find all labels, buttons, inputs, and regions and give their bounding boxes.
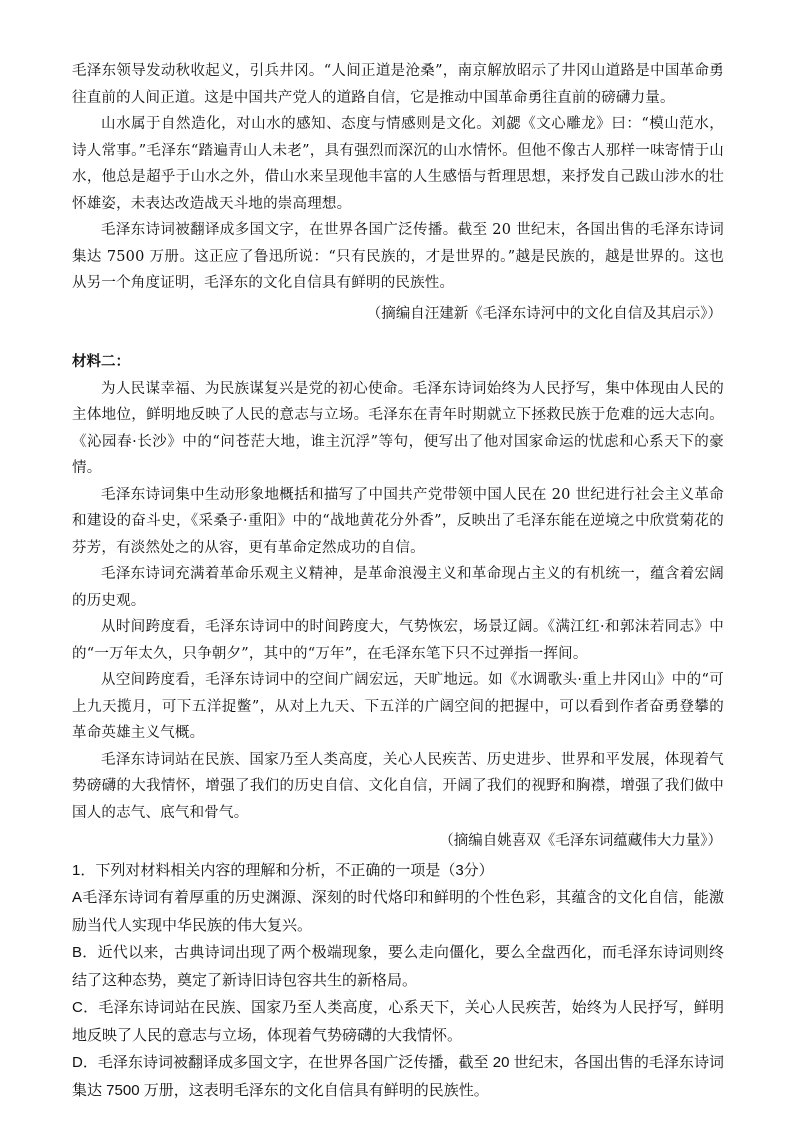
material-one bbox=[72, 58, 724, 327]
question-block bbox=[72, 857, 724, 1105]
paragraph: 毛泽东领导发动秋收起义，引兵井冈。“人间正道是沧桑”，南京解放昭示了井冈山道路是中国革命勇往直前的人间正道。这是中国共产党人的道路自信，它是推动中国革命勇往直前的磅礴力量。 bbox=[72, 63, 724, 106]
paragraph: 为人民谋幸福、为民族谋复兴是党的初心使命。毛泽东诗词始终为人民抒写，集中体现由人民的主体地位，鲜明地反映了人民的意志与立场。毛泽东在青年时期就立下拯救民族于危难的远大志向。《沁园春·长沙》中的“问苍茫大地，谁主沉浮”等句，便写出了他对国家命运的忧虑和心系天下的豪情。 bbox=[72, 380, 724, 476]
question-stem: 1．下列对材料相关内容的理解和分析，不正确的一项是（3分） bbox=[72, 861, 494, 879]
material-two bbox=[72, 349, 724, 855]
option-c: C．毛泽东诗词站在民族、国家乃至人类高度，心系天下，关心人民疾苦，始终为人民抒写，鲜明地反映了人民的意志与立场，体现着气势磅礴的大我情怀。 bbox=[72, 999, 724, 1044]
paragraph: 毛泽东诗词站在民族、国家乃至人类高度，关心人民疾苦、历史进步、世界和平发展，体现着气势磅礴的大我情怀，增强了我们的历史自信、文化自信，开阔了我们的视野和胸襟，增强了我们做中国人的志气、底气和骨气。 bbox=[72, 751, 724, 821]
option-b: B．近代以来，古典诗词出现了两个极端现象，要么走向僵化，要么全盘西化，而毛泽东诗词则终结了这种态势，奠定了新诗旧诗包容共生的新格局。 bbox=[72, 944, 724, 989]
paragraph: 从空间跨度看，毛泽东诗词中的空间广阔宏远，天旷地远。如《水调歌头·重上井冈山》中的“可上九天揽月，可下五洋捉鳖”，从对上九天、下五洋的广阔空间的把握中，可以看到作者奋勇登攀的革命英雄主义气概。 bbox=[72, 672, 724, 741]
paragraph: 毛泽东诗词集中生动形象地概括和描写了中国共产党带领中国人民在 20 世纪进行社会主义革命和建设的奋斗史，《采桑子·重阳》中的“战地黄花分外香”，反映出了毛泽东能在逆境之中欣赏菊花的芬芳，有淡然处之的从容，更有革命定然成功的自信。 bbox=[72, 486, 724, 556]
paragraph: 从时间跨度看，毛泽东诗词中的时间跨度大，气势恢宏，场景辽阔。《满江红·和郭沫若同志》中的“一万年太久，只争朝夕”，其中的“万年”，在毛泽东笔下只不过弹指一挥间。 bbox=[72, 619, 724, 662]
section-heading: 材料二： bbox=[72, 353, 130, 370]
paragraph: 毛泽东诗词充满着革命乐观主义精神，是革命浪漫主义和革命现占主义的有机统一，蕴含着宏阔的历史观。 bbox=[72, 566, 724, 609]
paragraph: 山水属于自然造化，对山水的感知、态度与情感则是文化。刘勰《文心雕龙》曰：“模山范水，诗人常事。”毛泽东“踏遍青山人未老”，具有强烈而深沉的山水情怀。但他不像古人那样一味寄情于山水，他总是超乎于山水之外，借山水来呈现他丰富的人生感悟与哲理思想，来抒发自己跋山涉水的壮怀雄姿，未表达改造战天斗地的崇高理想。 bbox=[72, 116, 724, 212]
option-d: D．毛泽东诗词被翻译成多国文字，在世界各国广泛传播，截至 20 世纪末，各国出售的毛泽东诗词集达 7500 万册，这表明毛泽东的文化自信具有鲜明的民族性。 bbox=[72, 1054, 724, 1099]
paragraph: 毛泽东诗词被翻译成多国文字，在世界各国广泛传播。截至 20 世纪末，各国出售的毛泽东诗词集达 7500 万册。这正应了鲁迅所说：“只有民族的，才是世界的。”越是民族的，越是世界的。这也从另一个角度证明，毛泽东的文化自信具有鲜明的民族性。 bbox=[72, 222, 724, 291]
option-a: A毛泽东诗词有着厚重的历史渊源、深刻的时代烙印和鲜明的个性色彩，其蕴含的文化自信，能激励当代人实现中华民族的伟大复兴。 bbox=[72, 889, 724, 934]
document-page bbox=[72, 58, 724, 1104]
source-citation: （摘编自汪建新《毛泽东诗河中的文化自信及其启示》） bbox=[366, 305, 722, 322]
source-citation: （摘编自姚喜双《毛泽东词蕴藏伟大力量》） bbox=[439, 833, 722, 849]
